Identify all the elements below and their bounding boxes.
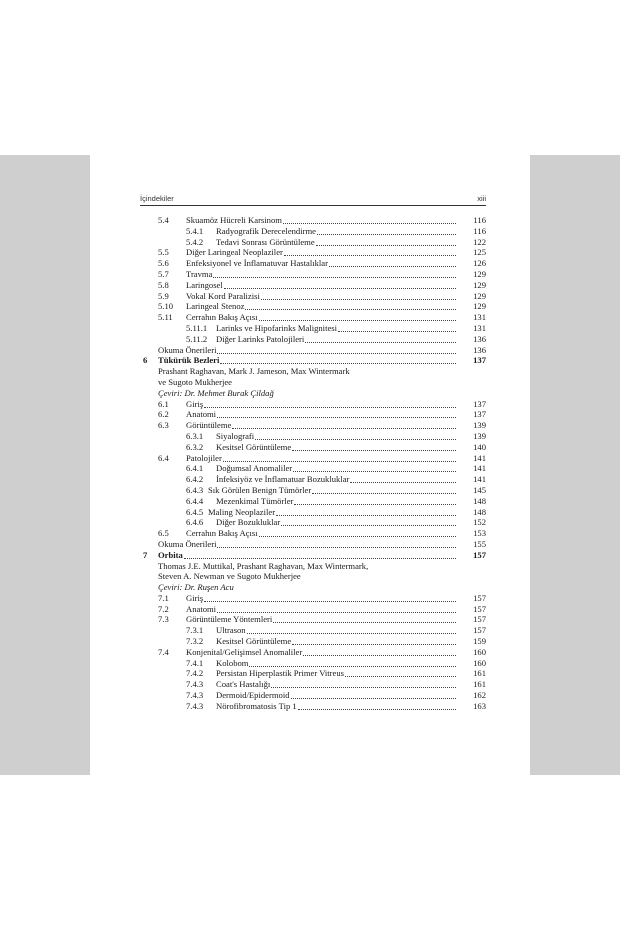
entry-page-number: 141 [473,474,486,485]
entry-number: 5.11 [158,312,173,323]
entry-page-number: 160 [473,646,486,657]
entry-page-number: 137 [473,409,486,420]
toc-entry[interactable] [140,431,486,442]
toc-entry[interactable] [140,658,486,669]
entry-title-leader [216,658,456,669]
entry-title-leader [186,420,456,431]
toc-entry[interactable] [140,301,486,312]
entry-title: Vokal Kord Paralizisi [186,290,260,301]
entry-title-leader [186,593,456,604]
toc-entry[interactable] [140,334,486,345]
toc-authors [140,561,486,572]
author-text: Prashant Raghavan, Mark J. Jameson, Max Wintermark [158,366,350,377]
entry-number: 7.4.3 [186,690,204,701]
entry-number: 6.4.4 [186,495,204,506]
entry-number: 6.4.1 [186,463,204,474]
entry-number: 5.4 [158,215,169,225]
entry-number: 7.3 [158,614,169,625]
entry-page-number: 129 [473,268,486,279]
leader-dots [217,604,456,613]
toc-authors [140,571,486,582]
entry-page-number: 159 [473,636,486,647]
entry-title: Doğumsal Anomaliler [216,463,293,474]
leader-dots [217,539,456,548]
entry-page-number: 157 [473,549,486,560]
entry-title: Skuamöz Hücreli Karsinom [186,215,282,225]
toc-entry[interactable] [140,258,486,269]
author-text: ve Sugoto Mukherjee [158,376,232,387]
toc-entry[interactable] [140,247,486,258]
entry-title: Anatomi [186,603,217,614]
entry-title-leader [216,625,456,636]
leader-dots [249,658,456,667]
entry-title-leader [216,679,456,690]
toc-entry[interactable] [140,269,486,280]
entry-title-leader [216,237,456,248]
entry-title: Laringeal Stenoz [186,301,245,312]
entry-title-leader [186,301,456,312]
translator-text: Çeviri: Dr. Mehmet Burak Çildağ [158,387,274,398]
toc-entry[interactable] [140,593,486,604]
entry-page-number: 162 [473,690,486,701]
toc-chapter-entry[interactable] [140,550,486,561]
left-gray-margin [0,155,90,775]
entry-title: Görüntüleme Yöntemleri [186,614,273,625]
entry-title-leader [186,409,456,420]
entry-title-leader [186,280,456,291]
entry-title-leader [186,312,456,323]
entry-title-leader [186,647,456,658]
leader-dots [217,345,456,354]
leader-dots [245,301,456,310]
toc-entry[interactable] [140,280,486,291]
toc-entry[interactable] [140,323,486,334]
leader-dots [298,701,456,710]
leader-dots [184,550,456,559]
entry-title-leader [186,453,456,464]
entry-page-number: 161 [473,679,486,690]
entry-title: Okuma Önerileri [158,538,217,549]
entry-number: 6.4 [158,452,169,463]
toc-entry[interactable] [140,690,486,701]
entry-page-number: 152 [473,517,486,528]
entry-title-leader [216,690,456,701]
leader-dots [273,614,456,623]
entry-page-number: 126 [473,258,486,269]
entry-title: Diğer Bozukluklar [216,517,281,528]
entry-page-number: 116 [473,215,486,225]
entry-title-leader [186,399,456,410]
entry-page-number: 157 [473,614,486,625]
leader-dots [293,463,456,472]
toc-entry[interactable] [140,463,486,474]
leader-dots [338,323,456,332]
entry-page-number: 137 [473,355,486,366]
entry-number: 7.2 [158,603,169,614]
leader-dots [232,420,456,429]
entry-number: 7.4.1 [186,657,204,668]
entry-title: Anatomi [186,409,217,420]
entry-number: 6 [143,355,148,366]
entry-title: Okuma Önerileri [158,344,217,355]
running-header [140,194,486,204]
header-rule [140,205,486,206]
entry-title-leader [186,258,456,269]
entry-number: 6.5 [158,528,169,539]
entry-title-leader [186,604,456,615]
entry-title: Giriş [186,592,204,603]
entry-number: 7.4.3 [186,679,204,690]
entry-page-number: 136 [473,333,486,344]
toc-entry[interactable] [140,291,486,302]
entry-number: 6.4.2 [186,474,204,485]
toc-entry[interactable] [140,614,486,625]
entry-page-number: 153 [473,528,486,539]
entry-title-leader [186,247,456,258]
toc-authors [140,366,486,377]
entry-page-number: 125 [473,247,486,258]
entry-number: 5.10 [158,301,174,312]
entry-title: Diğer Laringeal Neoplaziler [186,247,283,258]
entry-number: 5.11.2 [186,333,208,344]
entry-page-number: 141 [473,452,486,463]
entry-title-leader [216,226,456,237]
entry-title: Tedavi Sonrası Görüntüleme [216,236,315,247]
leader-dots [217,409,456,418]
entry-page-number: 129 [473,279,486,290]
entry-title: Patolojiler [186,452,222,463]
leader-dots [294,496,456,505]
toc-entry[interactable] [140,701,486,712]
entry-title: Kolobom [216,657,249,668]
leader-dots [292,442,456,451]
leader-dots [204,399,456,408]
entry-page-number: 136 [473,344,486,355]
leader-dots [291,690,456,699]
leader-dots [247,625,456,634]
leader-dots [259,312,456,321]
entry-title-leader [158,355,456,366]
entry-title: Travma [186,268,213,279]
entry-title: Kesitsel Görüntüleme [216,636,292,647]
entry-title-leader [216,334,456,345]
entry-page-number: 141 [473,463,486,474]
leader-dots [224,280,456,289]
translator-text: Çeviri: Dr. Ruşen Acu [158,582,234,593]
toc-entry[interactable] [140,345,486,356]
entry-title: Larinks ve Hipofarinks Malignitesi [216,322,338,333]
entry-title: Sık Görülen Benign Tümörler [208,484,312,495]
entry-number: 6.1 [158,398,169,409]
leader-dots [281,517,456,526]
entry-title: Mezenkimal Tümörler [216,495,294,506]
entry-number: 7.3.1 [186,625,204,636]
toc-entry[interactable] [140,517,486,528]
leader-dots [261,291,456,300]
toc-authors [140,377,486,388]
toc-entry[interactable] [140,442,486,453]
entry-title-leader [216,496,456,507]
entry-number: 6.4.3 [186,484,204,495]
leader-dots [305,334,456,343]
toc-entry[interactable] [140,409,486,420]
entry-title: Maling Neoplaziler [208,506,276,517]
entry-title: Coat's Hastalığı [216,679,271,690]
entry-title: Diğer Larinks Patolojileri [216,333,305,344]
entry-title: Kesitsel Görüntüleme [216,441,292,452]
entry-title-leader [186,528,456,539]
entry-title-leader [158,539,456,550]
entry-number: 5.11.1 [186,322,208,333]
leader-dots [213,269,456,278]
entry-title-leader [216,668,456,679]
entry-number: 7.1 [158,592,169,603]
entry-page-number: 129 [473,290,486,301]
entry-number: 5.9 [158,290,169,301]
header-page-number: xiii [477,194,486,203]
toc-entry[interactable] [140,215,486,226]
toc-entry[interactable] [140,679,486,690]
entry-number: 7.4.2 [186,668,204,679]
entry-title: Tükürük Bezleri [158,355,220,366]
entry-title: Radyografik Derecelendirme [216,225,316,236]
entry-number: 5.7 [158,268,169,279]
entry-title: Konjenital/Gelişimsel Anomaliler [186,646,303,657]
entry-title: Siyalografi [216,430,255,441]
leader-dots [284,247,456,256]
entry-number: 6.4.5 [186,506,204,517]
entry-number: 7.3.2 [186,636,204,647]
entry-number: 5.5 [158,247,169,258]
entry-number: 5.6 [158,258,169,269]
leader-dots [271,679,456,688]
toc-entry[interactable] [140,528,486,539]
entry-number: 6.3 [158,420,169,431]
toc-entry[interactable] [140,507,486,518]
leader-dots [292,636,456,645]
toc-entry[interactable] [140,485,486,496]
entry-title: Görüntüleme [186,420,232,431]
entry-title: Dermoid/Epidermoid [216,690,290,701]
entry-title: Laringosel [186,279,223,290]
entry-title-leader [186,269,456,280]
entry-page-number: 129 [473,301,486,312]
entry-page-number: 163 [473,700,486,711]
toc-entry[interactable] [140,312,486,323]
entry-page-number: 139 [473,430,486,441]
leader-dots [316,237,456,246]
entry-page-number: 139 [473,420,486,431]
entry-page-number: 160 [473,657,486,668]
entry-page-number: 148 [473,506,486,517]
entry-title: Nörofibromatosis Tip 1 [216,700,297,711]
leader-dots [312,485,456,494]
leader-dots [204,593,456,602]
toc-entry[interactable] [140,237,486,248]
leader-dots [276,507,456,516]
entry-title-leader [216,463,456,474]
toc-entry[interactable] [140,399,486,410]
entry-number: 7.4.3 [186,700,204,711]
entry-page-number: 155 [473,538,486,549]
leader-dots [350,474,456,483]
entry-title-leader [216,474,456,485]
toc-translator [140,388,486,399]
entry-number: 6.2 [158,409,169,420]
toc-entry[interactable] [140,420,486,431]
entry-title-leader [186,291,456,302]
entry-page-number: 157 [473,592,486,603]
entry-title: Persistan Hiperplastik Primer Vitreus [216,668,344,679]
leader-dots [303,647,456,656]
toc-entry[interactable] [140,636,486,647]
entry-page-number: 157 [473,625,486,636]
entry-number: 6.3.1 [186,430,204,441]
entry-page-number: 161 [473,668,486,679]
entry-number: 7 [143,549,148,560]
entry-title-leader [208,485,456,496]
entry-title-leader [216,636,456,647]
toc-entry[interactable] [140,539,486,550]
leader-dots [223,453,456,462]
entry-title-leader [186,215,456,226]
toc-entry[interactable] [140,474,486,485]
entry-title: Cerrahın Bakış Açısı [186,312,258,323]
entry-title-leader [208,507,456,518]
entry-title: Ultrason [216,625,246,636]
table-of-contents [140,215,486,712]
entry-title-leader [216,323,456,334]
entry-title-leader [216,517,456,528]
entry-number: 6.4.6 [186,517,204,528]
leader-dots [345,668,456,677]
entry-page-number: 116 [473,225,486,236]
entry-page-number: 131 [473,312,486,323]
entry-title-leader [216,442,456,453]
entry-title: Cerrahın Bakış Açısı [186,528,258,539]
entry-title-leader [216,701,456,712]
toc-entry[interactable] [140,226,486,237]
toc-entry[interactable] [140,625,486,636]
entry-number: 5.4.1 [186,225,204,236]
entry-page-number: 145 [473,484,486,495]
leader-dots [329,258,456,267]
entry-title: Enfeksiyonel ve İnflamatuvar Hastalıklar [186,258,328,269]
toc-entry[interactable] [140,604,486,615]
entry-title-leader [158,345,456,356]
entry-page-number: 131 [473,322,486,333]
header-title: İçindekiler [140,194,174,203]
entry-page-number: 122 [473,236,486,247]
toc-entry[interactable] [140,668,486,679]
toc-entry[interactable] [140,496,486,507]
entry-title: İnfeksiyöz ve İnflamatuar Bozukluklar [216,474,350,485]
author-text: Thomas J.E. Muttikal, Prashant Raghavan, Max Wintermark, [158,560,369,571]
toc-chapter-entry[interactable] [140,355,486,366]
entry-title-leader [158,550,456,561]
leader-dots [317,226,456,235]
entry-title-leader [186,614,456,625]
entry-title: Giriş [186,398,204,409]
entry-number: 6.3.2 [186,441,204,452]
entry-page-number: 140 [473,441,486,452]
entry-number: 5.8 [158,279,169,290]
leader-dots [283,215,456,224]
toc-entry[interactable] [140,647,486,658]
leader-dots [255,431,456,440]
entry-number: 5.4.2 [186,236,204,247]
entry-title-leader [216,431,456,442]
leader-dots [259,528,456,537]
leader-dots [220,355,456,364]
entry-page-number: 137 [473,398,486,409]
entry-number: 7.4 [158,646,169,657]
toc-translator [140,582,486,593]
entry-page-number: 148 [473,495,486,506]
entry-title: Orbita [158,549,183,560]
toc-entry[interactable] [140,453,486,464]
right-gray-margin [530,155,620,775]
author-text: Steven A. Newman ve Sugoto Mukherjee [158,571,301,582]
entry-page-number: 157 [473,603,486,614]
